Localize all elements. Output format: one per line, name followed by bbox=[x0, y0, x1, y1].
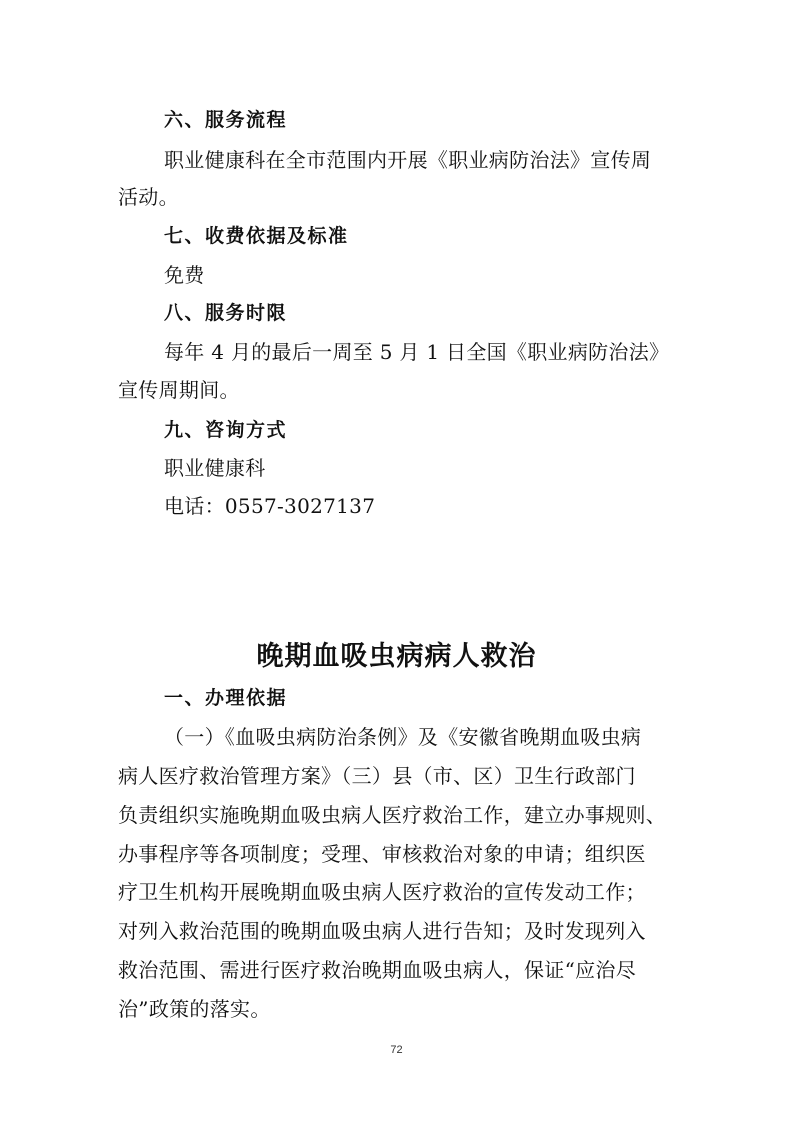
section-six-heading: 六、服务流程 bbox=[164, 109, 288, 131]
section-eight-line-2: 宣传周期间。 bbox=[118, 378, 240, 402]
section-nine-heading: 九、咨询方式 bbox=[164, 419, 288, 441]
section-seven-heading: 七、收费依据及标准 bbox=[164, 225, 349, 247]
section-one-line-5: 疗卫生机构开展晚期血吸虫病人医疗救治的宣传发动工作； bbox=[118, 880, 646, 904]
section-eight-heading: 八、服务时限 bbox=[164, 302, 288, 324]
section-nine-phone: 电话：0557-3027137 bbox=[164, 494, 376, 518]
section-eight-line-1: 每年 4 月的最后一周至 5 月 1 日全国《职业病防治法》 bbox=[164, 340, 670, 364]
section-one-line-2: 病人医疗救治管理方案》（三）县（市、区）卫生行政部门 bbox=[118, 764, 636, 788]
section-one-line-1: （一）《血吸虫病防治条例》及《安徽省晚期血吸虫病 bbox=[164, 725, 642, 749]
section-one-line-6: 对列入救治范围的晚期血吸虫病人进行告知；及时发现列入 bbox=[118, 919, 646, 943]
section-one-heading: 一、办理依据 bbox=[164, 687, 288, 709]
section-six-line-1: 职业健康科在全市范围内开展《职业病防治法》宣传周 bbox=[164, 148, 652, 172]
section-seven-line-1: 免费 bbox=[164, 263, 205, 287]
section-one-line-4: 办事程序等各项制度；受理、审核救治对象的申请；组织医 bbox=[118, 842, 646, 866]
section-six-line-2: 活动。 bbox=[118, 185, 179, 209]
section-one-line-8: 治”政策的落实。 bbox=[118, 997, 271, 1021]
section-nine-line-1: 职业健康科 bbox=[164, 456, 266, 480]
page-number: 72 bbox=[390, 1044, 403, 1056]
section-one-line-3: 负责组织实施晚期血吸虫病人医疗救治工作，建立办事规则、 bbox=[118, 803, 667, 827]
section-one-line-7: 救治范围、需进行医疗救治晚期血吸虫病人，保证“应治尽 bbox=[118, 958, 637, 982]
document-title: 晚期血吸虫病病人救治 bbox=[256, 641, 537, 672]
